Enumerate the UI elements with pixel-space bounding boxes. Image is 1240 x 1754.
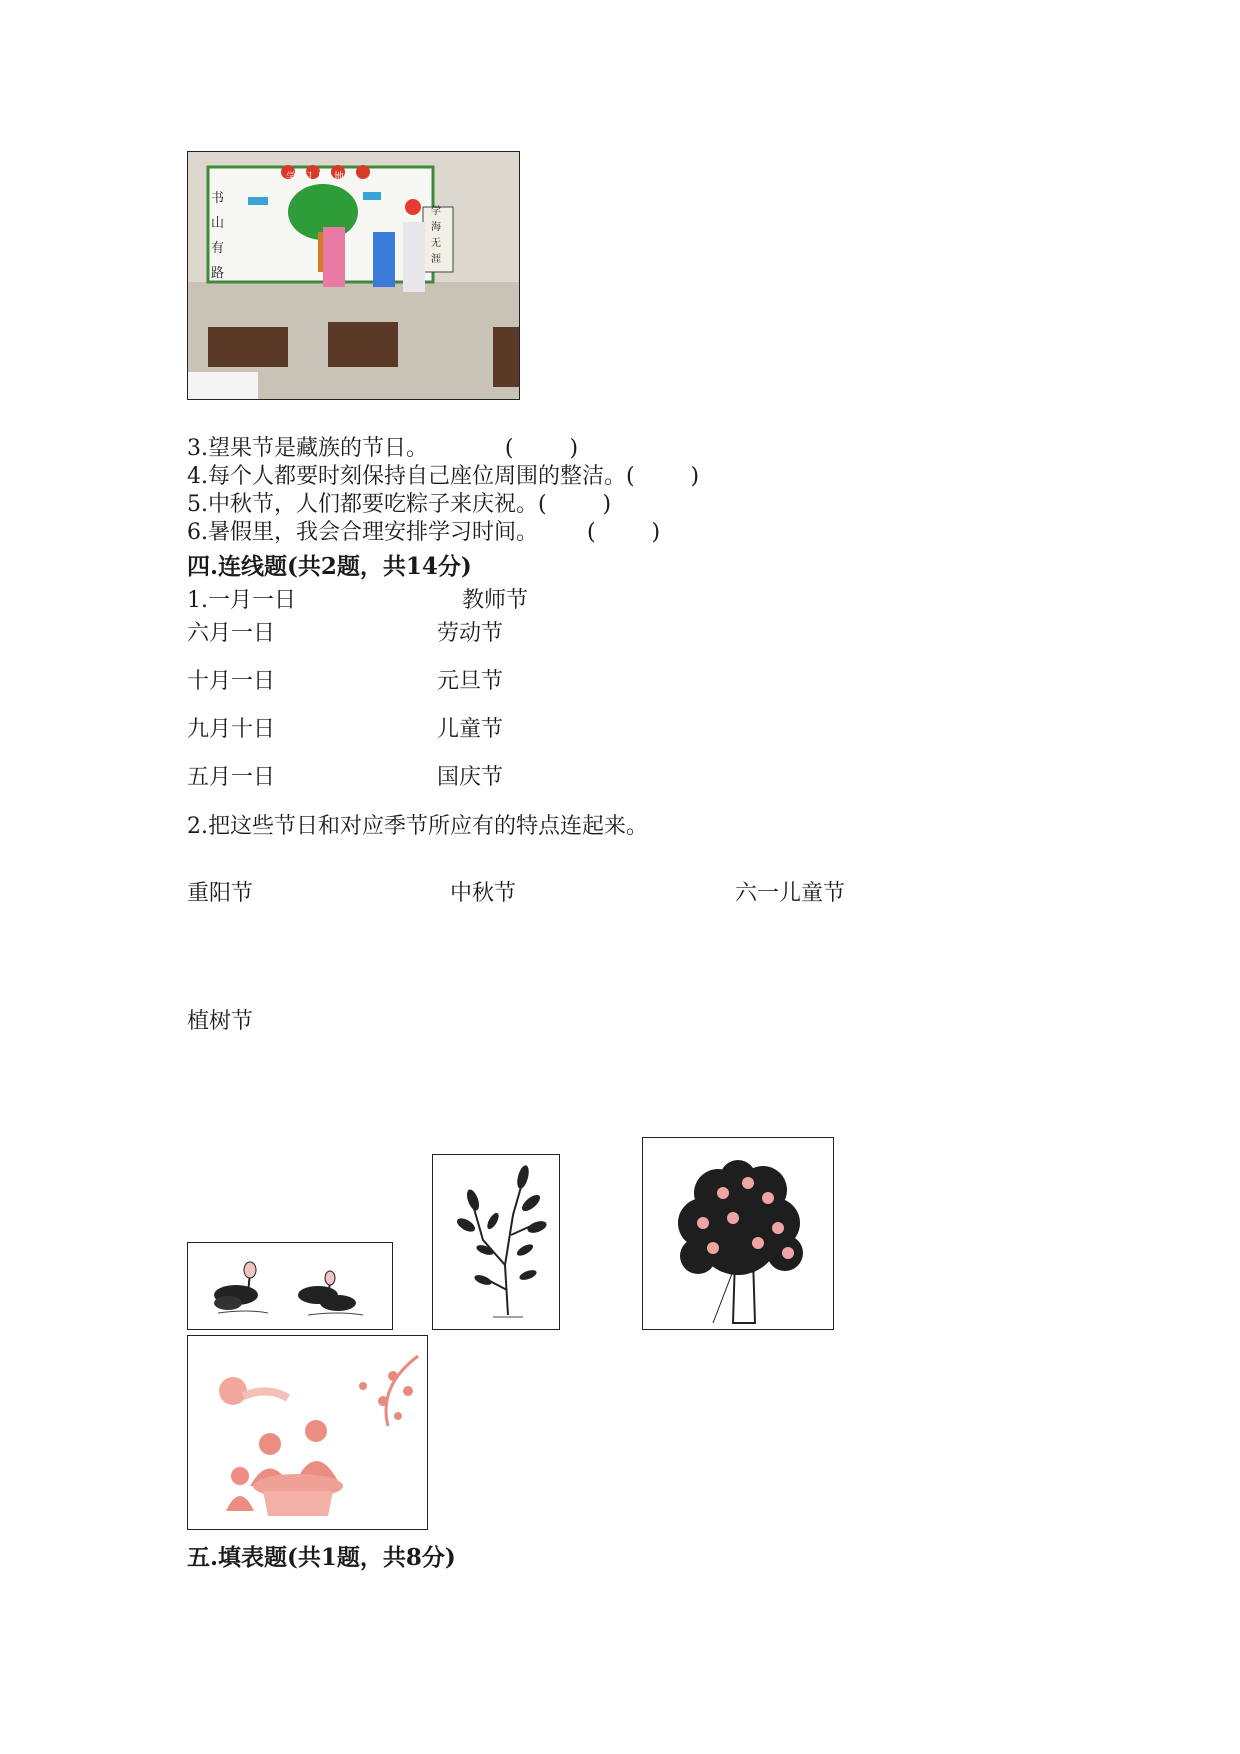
apple-tree-image (642, 1137, 834, 1330)
festival-option: 中秋节 (450, 881, 517, 906)
judgement-item: 3.望果节是藏族的节日。 ( ) (187, 436, 579, 461)
date-label: 1.一月一日 (187, 588, 296, 613)
left-scroll-text: 书山有路 (211, 191, 225, 281)
festival-label: 儿童节 (437, 717, 504, 742)
festival-label: 国庆节 (437, 765, 504, 790)
banner-title: 学习园地 (286, 172, 350, 183)
judgement-item: 4.每个人都要时刻保持自己座位周围的整洁。( ) (187, 464, 700, 489)
festival-label: 教师节 (462, 588, 529, 613)
right-scroll-text: 学海无涯 (431, 206, 441, 265)
date-label: 五月一日 (187, 765, 276, 790)
festival-option: 六一儿童节 (735, 881, 846, 906)
festival-option: 重阳节 (187, 881, 254, 906)
lotus-image (187, 1242, 393, 1330)
date-label: 九月十日 (187, 717, 276, 742)
date-label: 六月一日 (187, 621, 276, 646)
section-heading: 五.填表题(共1题，共8分) (187, 1544, 456, 1571)
family-scene-image (187, 1335, 428, 1530)
plant-branch-image (432, 1154, 560, 1330)
festival-label: 元旦节 (437, 669, 504, 694)
section-heading: 四.连线题(共2题，共14分) (187, 553, 472, 580)
festival-label: 劳动节 (437, 621, 504, 646)
date-label: 十月一日 (187, 669, 276, 694)
judgement-item: 5.中秋节，人们都要吃粽子来庆祝。( ) (187, 492, 612, 517)
festival-option: 植树节 (187, 1009, 254, 1034)
classroom-photo (187, 151, 520, 400)
question-prompt: 2.把这些节日和对应季节所应有的特点连起来。 (187, 814, 648, 839)
judgement-item: 6.暑假里，我会合理安排学习时间。 ( ) (187, 520, 661, 545)
